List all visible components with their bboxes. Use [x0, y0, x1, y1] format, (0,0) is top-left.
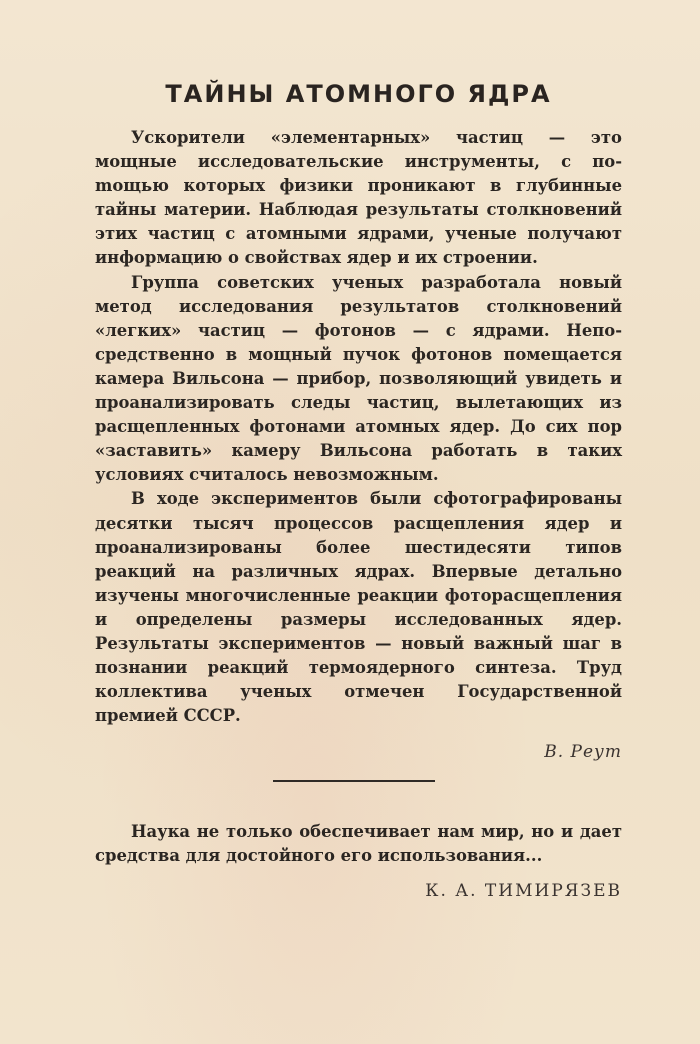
article	[95, 80, 622, 901]
article-author: В. Реут	[544, 742, 622, 763]
article-paragraph: Группа советских ученых разработала новый метод исследования результатов столкновений «легких» частиц — фотонов — с ядрами. Непосредственно в мощный пучок фотонов помещается камера Вильсона — прибор, позволяющий увидеть и проанализировать следы частиц, вылетающих из расщепленных фотонами атомных ядер. До сих пор «заставить» камеру Вильсона работать в таких условиях считалось невозможным.	[95, 272, 622, 485]
section-divider	[273, 780, 435, 782]
epigraph-author: К. А. ТИМИРЯЗЕВ	[425, 881, 622, 902]
article-paragraph: Ускорители «элементарных» частиц — это мощные исследовательские инструменты, с поmощью которых физики проникают в глубинные тайны материи. Наблюдая результаты столкновений этих частиц с атомными ядрами, ученые получают информацию о свойствах ядер и их строении.	[95, 128, 622, 268]
epigraph-text: Наука не только обеспечивает нам мир, но и дает средства для достойного его использования...	[95, 822, 622, 865]
article-title: ТАЙНЫ АТОМНОГО ЯДРА	[165, 80, 552, 108]
article-paragraph: В ходе экспериментов были сфотографированы десятки тысяч процессов расщепления ядер и проанализированы более шестидесяти типов реакций на различных ядрах. Впервые детально изучены многочисленные реакции фоторасщепления и определены размеры исследованных ядер. Результаты экспериментов — новый важный шаг в познании реакций термоядерного синтеза. Труд коллектива ученых отмечен Государственной премией СССР.	[95, 489, 622, 726]
